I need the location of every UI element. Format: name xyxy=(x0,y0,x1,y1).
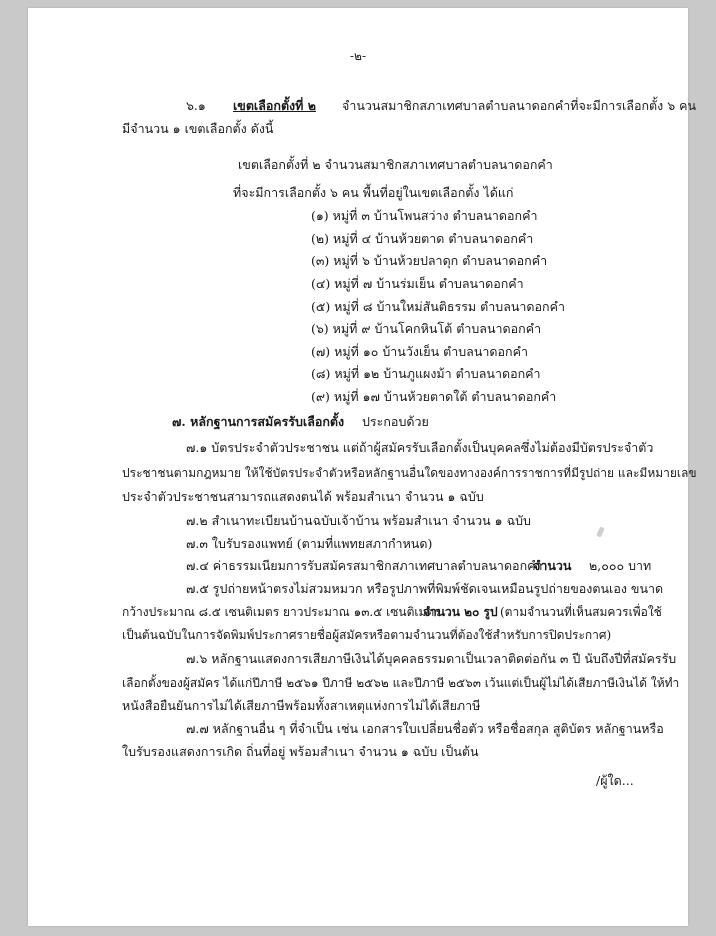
section-7-heading-rest: ประกอบด้วย xyxy=(362,414,429,429)
village-item: (๑) หมู่ที่ ๓ บ้านโพนสว่าง ตำบลนาดอกคำ xyxy=(311,208,538,223)
item-7-4: ๗.๔ ค่าธรรมเนียมการรับสมัครสมาชิกสภาเทศบาลตำบลนาดอกคำ xyxy=(186,558,543,573)
section-6-1-number: ๖.๑ xyxy=(186,98,206,113)
zone-label: เขตเลือกตั้งที่ ๒ xyxy=(233,98,316,113)
village-item: (๙) หมู่ที่ ๑๗ บ้านห้วยตาดใต้ ตำบลนาดอกคำ xyxy=(311,389,557,404)
area-line: ที่จะมีการเลือกตั้ง ๖ คน พื้นที่อยู่ในเขตเลือกตั้ง ได้แก่ xyxy=(233,185,514,200)
scan-mark xyxy=(596,526,605,537)
village-item: (๔) หมู่ที่ ๗ บ้านร่มเย็น ตำบลนาดอกคำ xyxy=(311,276,524,291)
village-item: (๓) หมู่ที่ ๖ บ้านห้วยปลาดุก ตำบลนาดอกคำ xyxy=(311,253,548,268)
item-7-6-line1: ๗.๖ หลักฐานแสดงการเสียภาษีเงินได้บุคคลธรรมดาเป็นเวลาติดต่อกัน ๓ ปี นับถึงปีที่สมัครรับ xyxy=(186,651,677,666)
village-item: (๒) หมู่ที่ ๔ บ้านห้วยตาด ตำบลนาดอกคำ xyxy=(311,231,534,246)
item-7-5-line1: ๗.๕ รูปถ่ายหน้าตรงไม่สวมหมวก หรือรูปภาพที่พิมพ์ชัดเจนเหมือนรูปถ่ายของตนเอง ขนาด xyxy=(186,581,664,596)
item-7-6-line3: หนังสือยืนยันการไม่ได้เสียภาษีพร้อมทั้งสาเหตุแห่งการไม่ได้เสียภาษี xyxy=(122,698,481,713)
village-item: (๖) หมู่ที่ ๙ บ้านโคกหินโต้ ตำบลนาดอกคำ xyxy=(311,321,542,336)
item-7-7-line2: ใบรับรองแสดงการเกิด ถิ่นที่อยู่ พร้อมสำเนา จำนวน ๑ ฉบับ เป็นต้น xyxy=(122,744,479,759)
village-item: (๗) หมู่ที่ ๑๐ บ้านวังเย็น ตำบลนาดอกคำ xyxy=(311,344,528,359)
page-number: -๒- xyxy=(350,49,367,63)
item-7-3: ๗.๓ ใบรับรองแพทย์ (ตามที่แพทยสภากำหนด) xyxy=(186,536,433,551)
item-7-7-line1: ๗.๗ หลักฐานอื่น ๆ ที่จำเป็น เช่น เอกสารใบเปลี่ยนชื่อตัว หรือชื่อสกุล สูติบัตร หลักฐานหรือ xyxy=(186,721,664,736)
item-7-5-line3: เป็นต้นฉบับในการจัดพิมพ์ประกาศรายชื่อผู้สมัครหรือตามจำนวนที่ต้องใช้สำหรับการปิดประกาศ) xyxy=(122,628,612,642)
item-7-5-line2c: (ตามจำนวนที่เห็นสมควรเพื่อใช้ xyxy=(500,605,662,619)
village-item: (๕) หมู่ที่ ๘ บ้านใหม่สันติธรรม ตำบลนาดอกคำ xyxy=(311,299,566,314)
section-6-1-line2: มีจำนวน ๑ เขตเลือกตั้ง ดังนี้ xyxy=(122,121,274,136)
section-6-1-line1: จำนวนสมาชิกสภาเทศบาลตำบลนาดอกคำที่จะมีการเลือกตั้ง ๖ คน xyxy=(342,98,697,113)
item-7-4-amount: ๒,๐๐๐ บาท xyxy=(589,558,652,573)
continuation-marker: /ผู้ใด... xyxy=(596,773,634,788)
zone-line: เขตเลือกตั้งที่ ๒ จำนวนสมาชิกสภาเทศบาลตำบลนาดอกคำ xyxy=(238,157,553,172)
item-7-5-line2b: จำนวน ๒๐ รูป xyxy=(423,605,498,619)
village-item: (๘) หมู่ที่ ๑๒ บ้านภูแผงม้า ตำบลนาดอกคำ xyxy=(311,366,541,381)
item-7-6-line2: เลือกตั้งของผู้สมัคร ได้แก่ปีภาษี ๒๕๖๑ ปีภาษี ๒๕๖๒ และปีภาษี ๒๕๖๓ เว้นแต่เป็นผู้ไม่ได้เสียภาษีเงินได้ ให้ทำ xyxy=(122,676,680,690)
item-7-4-bold: จำนวน xyxy=(533,558,572,573)
item-7-1-line3: ประจำตัวประชาชนสามารถแสดงตนได้ พร้อมสำเนา จำนวน ๑ ฉบับ xyxy=(122,489,484,504)
document-page xyxy=(28,8,697,926)
item-7-1-line1: ๗.๑ บัตรประจำตัวประชาชน แต่ถ้าผู้สมัครรับเลือกตั้งเป็นบุคคลซึ่งไม่ต้องมีบัตรประจำตัว xyxy=(186,440,654,455)
item-7-5-line2a: กว้างประมาณ ๘.๕ เซนติเมตร ยาวประมาณ ๑๓.๕ เซนติเมตร xyxy=(122,605,441,619)
item-7-2: ๗.๒ สำเนาทะเบียนบ้านฉบับเจ้าบ้าน พร้อมสำเนา จำนวน ๑ ฉบับ xyxy=(186,513,531,528)
item-7-1-line2: ประชาชนตามกฎหมาย ให้ใช้บัตรประจำตัวหรือหลักฐานอื่นใดของทางองค์การราชการที่มีรูปถ่าย และมีหมายเลข xyxy=(122,466,697,480)
section-7-heading: ๗. หลักฐานการสมัครรับเลือกตั้ง xyxy=(172,414,345,429)
